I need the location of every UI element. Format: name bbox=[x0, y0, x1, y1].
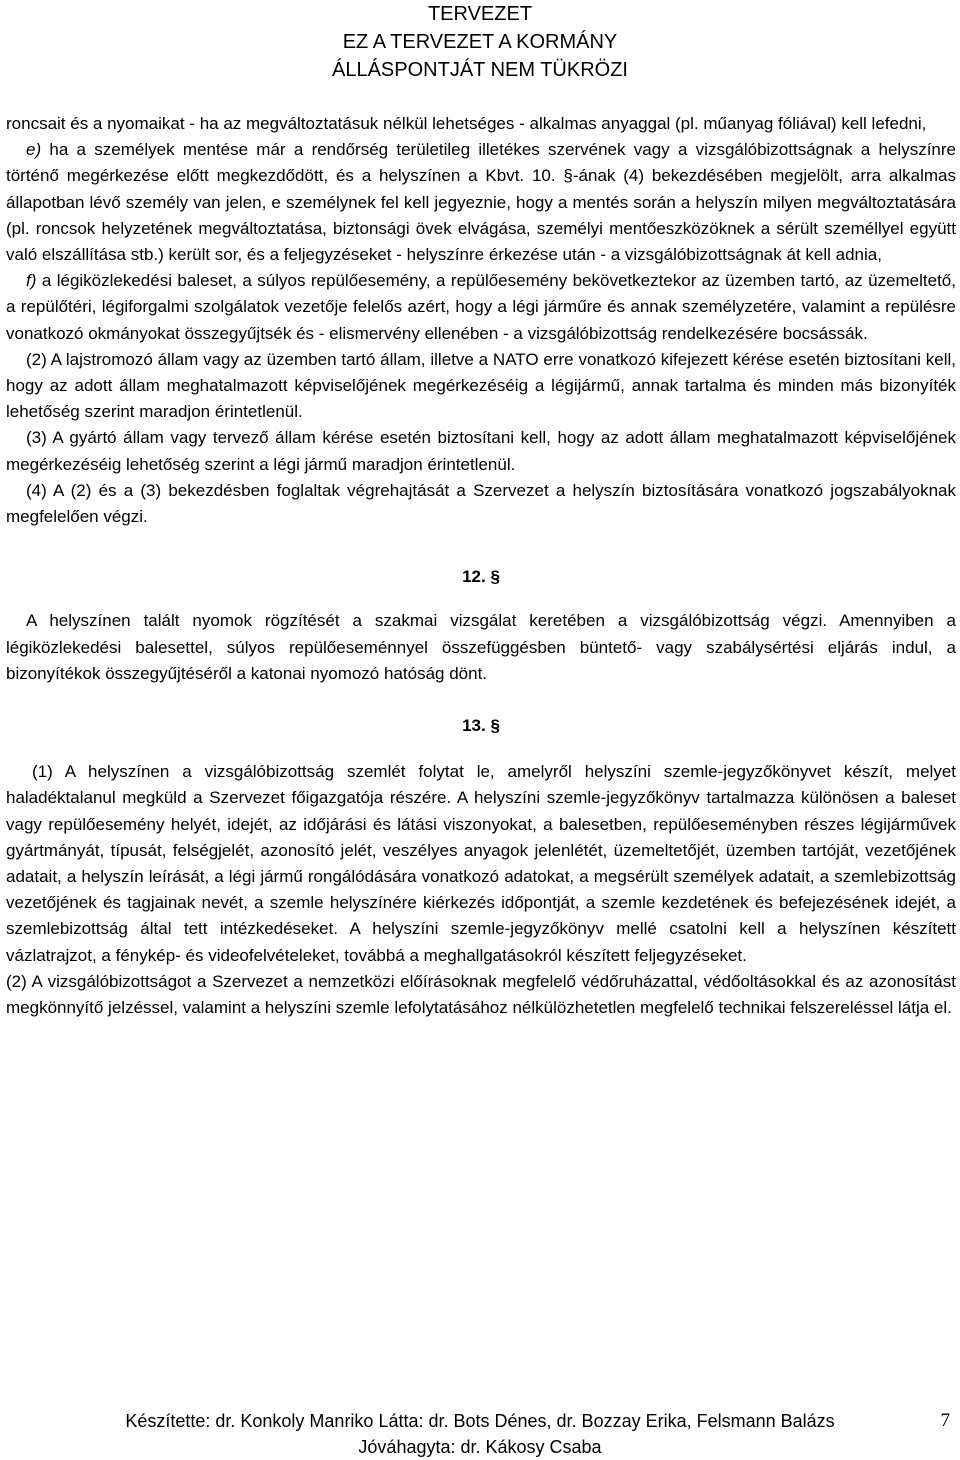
footer-authors: Készítette: dr. Konkoly Manriko Látta: dr. Bots Dénes, dr. Bozzay Erika, Felsmann Balázs bbox=[125, 1411, 835, 1431]
point-marker: f) bbox=[26, 271, 37, 291]
footer-approval: Jóváhagyta: dr. Kákosy Csaba bbox=[358, 1437, 602, 1457]
page-number: 7 bbox=[940, 1410, 950, 1431]
section-13-paragraph-1: (1) A helyszínen a vizsgálóbizottság szemlét folytat le, amelyről helyszíni szemle-jegyzőkönyvet készít, melyet haladéktalanul megküld a Szervezet főigazgatója részére. A helyszíni szemle-jegyzőkönyv tartalmazza különösen a baleset vagy repülőesemény helyét, idejét, az időjárási és látási viszonyokat, a balesetben, repülőeseményben részes légijárművek gyártmányát, típusát, felségjelét, azonosító jelét, veszélyes anyagok jelenlétét, üzemeltetőjét, üzemben tartóját, vezetőjének adatait, a helyszín leírását, a légi jármű rongálódására vonatkozó adatokat, a megsérült személyek adatait, a szemlebizottság vezetőjének és tagjainak nevét, a szemle helyszínére kiérkezés időpontját, a szemle kezdetének és befejezésének idejét, a szemlebizottság által tett intézkedéseket. A helyszíni szemle-jegyzőkönyv mellé csatolni kell a helyszínen készített vázlatrajzot, a fénykép- és videofelvételeket, továbbá a meghallgatásokról készített feljegyzéseket. bbox=[6, 762, 956, 965]
section-12-heading: 12. § bbox=[462, 567, 500, 587]
paragraph-point-e bbox=[6, 137, 956, 268]
header-line-3: ÁLLÁSPONTJÁT NEM TÜKRÖZI bbox=[332, 59, 628, 81]
point-marker: e) bbox=[26, 140, 42, 160]
paragraph-4: (4) A (2) és a (3) bekezdésben foglaltak végrehajtását a Szervezet a helyszín biztosítására vonatkozó jogszabályoknak megfelelően végzi. bbox=[6, 480, 956, 527]
paragraph-text: a légiközlekedési baleset, a súlyos repülőesemény, a repülőesemény bekövetkeztekor az üzemben tartó, az üzemeltető, a repülőtéri, légiforgalmi szolgálatok vezetője felelős azért, hogy a légi járműre és annak személyzetére, valamint a repülésre vonatkozó okmányokat összegyűjtsék és - elismervény ellenében - a vizsgálóbizottság rendelkezésére bocsássák. bbox=[6, 271, 956, 343]
document-body bbox=[6, 111, 956, 1021]
section-12-paragraph: A helyszínen talált nyomok rögzítését a szakmai vizsgálat keretében a vizsgálóbizottság végzi. Amennyiben a légiközlekedési balesettel, súlyos repülőeseménnyel összefüggésben büntető- vagy szabálysértési eljárás indul, a bizonyítékok összegyűjtéséről a katonai nyomozó hatóság dönt. bbox=[6, 611, 956, 683]
paragraph-point-f bbox=[6, 268, 956, 347]
paragraph-3: (3) A gyártó állam vagy tervező állam kérése esetén biztosítani kell, hogy az adott állam meghatalmazott képviselőjének megérkezéséig lehetőség szerint a légi jármű maradjon érintetlenül. bbox=[6, 428, 956, 474]
section-13-paragraph-2: (2) A vizsgálóbizottságot a Szervezet a nemzetközi előírásoknak megfelelő védőruházattal, védőoltásokkal és az azonosítást megkönnyítő jelzéssel, valamint a helyszíni szemle lefolytatásához nélkülözhetetlen megfelelő technikai felszereléssel látja el. bbox=[6, 971, 956, 1018]
section-13-heading: 13. § bbox=[462, 716, 500, 736]
paragraph-continuation: roncsait és a nyomaikat - ha az megváltoztatásuk nélkül lehetséges - alkalmas anyaggal (pl. műanyag fóliával) kell lefedni, bbox=[6, 114, 927, 133]
draft-header bbox=[0, 0, 960, 84]
paragraph-text: ha a személyek mentése már a rendőrség területileg illetékes szervének vagy a vizsgálóbizottságnak a helyszínre történő megérkezése előtt megkezdődött, és a helyszínen a Kbvt. 10. §-ának (4) bekezdésében megjelölt, arra alkalmas állapotban lévő személy van jelen, e személynek fel kell jegyeznie, hogy a mentés során a helyszín milyen megváltoztatására (pl. roncsok helyzetének megváltoztatása, biztonsági övek elvágása, személyi mentőeszközöknek a sérült személlyel együtt való elszállítása stb.) került sor, és a feljegyzéseket - helyszínre érkezése után - a vizsgálóbizottságnak át kell adnia, bbox=[6, 140, 956, 265]
header-line-1: TERVEZET bbox=[427, 3, 533, 25]
header-line-2: EZ A TERVEZET A KORMÁNY bbox=[342, 31, 618, 53]
paragraph-2: (2) A lajstromozó állam vagy az üzemben tartó állam, illetve a NATO erre vonatkozó kifejezett kérése esetén biztosítani kell, hogy az adott állam meghatalmazott képviselőjének megérkezéséig a légijármű, annak tartalma és minden más bizonyíték lehetőség szerint maradjon érintetlenül. bbox=[6, 349, 956, 422]
page-footer bbox=[0, 1408, 960, 1460]
